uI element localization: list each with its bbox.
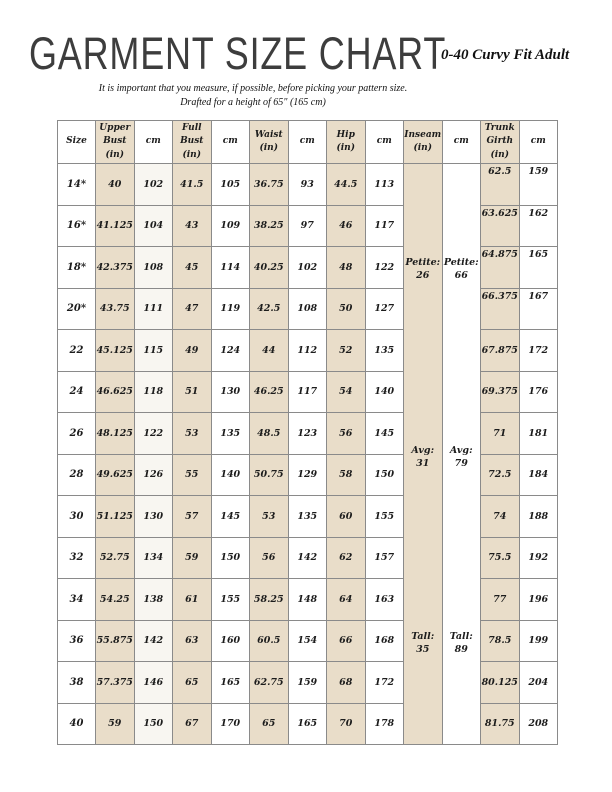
header-waist-cm: cm — [288, 121, 327, 164]
size-cell: 32 — [58, 537, 96, 579]
full-bust-in-cell: 61 — [173, 579, 212, 621]
header-hip-in: Hip (in) — [327, 121, 366, 164]
upper-bust-cm-cell: 111 — [134, 288, 173, 330]
trunk-girth-cm-cell: 188 — [519, 496, 558, 538]
upper-bust-cm-cell: 130 — [134, 496, 173, 538]
waist-cm-cell: 142 — [288, 537, 327, 579]
full-bust-cm-cell: 170 — [211, 703, 250, 745]
hip-in-cell: 58 — [327, 454, 366, 496]
hip-in-cell: 44.5 — [327, 164, 366, 206]
inseam-petite-label: Petite: — [405, 257, 441, 268]
header-upper-bust-in: Upper Bust (in) — [96, 121, 135, 164]
trunk-girth-cm-cell: 167 — [519, 288, 558, 330]
header-row — [58, 121, 558, 164]
waist-in-cell: 50.75 — [250, 454, 289, 496]
upper-bust-cm-cell: 108 — [134, 247, 173, 289]
trunk-girth-in-cell: 80.125 — [481, 662, 520, 704]
waist-in-cell: 53 — [250, 496, 289, 538]
trunk-girth-in-cell: 72.5 — [481, 454, 520, 496]
trunk-girth-in-cell: 64.875 — [481, 247, 520, 289]
table-row — [58, 330, 558, 372]
full-bust-in-cell: 65 — [173, 662, 212, 704]
full-bust-in-cell: 45 — [173, 247, 212, 289]
upper-bust-in-cell: 41.125 — [96, 205, 135, 247]
hip-in-cell: 54 — [327, 371, 366, 413]
trunk-girth-in-cell: 66.375 — [481, 288, 520, 330]
full-bust-in-cell: 43 — [173, 205, 212, 247]
hip-cm-cell: 163 — [365, 579, 404, 621]
trunk-girth-in-cell: 75.5 — [481, 537, 520, 579]
inseam-avg-cm — [443, 444, 481, 470]
full-bust-cm-cell: 130 — [211, 371, 250, 413]
header-inseam-cm: cm — [442, 121, 481, 164]
upper-bust-in-cell: 54.25 — [96, 579, 135, 621]
trunk-girth-in-cell: 77 — [481, 579, 520, 621]
size-cell: 36 — [58, 620, 96, 662]
inseam-avg-cm-value: 79 — [454, 458, 468, 469]
full-bust-cm-cell: 114 — [211, 247, 250, 289]
upper-bust-cm-cell: 104 — [134, 205, 173, 247]
upper-bust-in-cell: 42.375 — [96, 247, 135, 289]
measurement-note: It is important that you measure, if possible, before picking your pattern size. — [98, 83, 408, 94]
waist-cm-cell: 123 — [288, 413, 327, 455]
header-inseam-in: Inseam (in) — [404, 121, 443, 164]
inseam-tall-in — [404, 630, 442, 656]
table-row — [58, 537, 558, 579]
hip-in-cell: 68 — [327, 662, 366, 704]
full-bust-in-cell: 53 — [173, 413, 212, 455]
hip-in-cell: 50 — [327, 288, 366, 330]
edition-label: 0-40 Curvy Fit Adult — [441, 47, 570, 63]
table-row — [58, 164, 558, 206]
waist-in-cell: 56 — [250, 537, 289, 579]
upper-bust-cm-cell: 122 — [134, 413, 173, 455]
waist-cm-cell: 102 — [288, 247, 327, 289]
full-bust-cm-cell: 135 — [211, 413, 250, 455]
trunk-girth-cm-cell: 176 — [519, 371, 558, 413]
trunk-girth-cm-cell: 199 — [519, 620, 558, 662]
notes — [57, 83, 449, 108]
trunk-girth-in-cell: 67.875 — [481, 330, 520, 372]
full-bust-cm-cell: 140 — [211, 454, 250, 496]
waist-in-cell: 48.5 — [250, 413, 289, 455]
table-row — [58, 579, 558, 621]
inseam-cm-column — [442, 164, 481, 745]
hip-cm-cell: 127 — [365, 288, 404, 330]
upper-bust-in-cell: 51.125 — [96, 496, 135, 538]
upper-bust-in-cell: 49.625 — [96, 454, 135, 496]
hip-cm-cell: 122 — [365, 247, 404, 289]
hip-cm-cell: 140 — [365, 371, 404, 413]
table-row — [58, 247, 558, 289]
inseam-petite-cm — [443, 256, 481, 282]
waist-in-cell: 44 — [250, 330, 289, 372]
inseam-petite-cm-value: 66 — [454, 270, 468, 281]
full-bust-cm-cell: 145 — [211, 496, 250, 538]
table-row — [58, 496, 558, 538]
full-bust-in-cell: 57 — [173, 496, 212, 538]
hip-cm-cell: 168 — [365, 620, 404, 662]
trunk-girth-in-cell: 74 — [481, 496, 520, 538]
hip-cm-cell: 157 — [365, 537, 404, 579]
inseam-avg-label: Avg: — [411, 445, 435, 456]
upper-bust-cm-cell: 138 — [134, 579, 173, 621]
header-trunk-girth-in: Trunk Girth (in) — [481, 121, 520, 164]
full-bust-cm-cell: 109 — [211, 205, 250, 247]
inseam-avg-in — [404, 444, 442, 470]
inseam-cm-strip — [443, 164, 481, 743]
full-bust-in-cell: 41.5 — [173, 164, 212, 206]
upper-bust-in-cell: 57.375 — [96, 662, 135, 704]
header-hip-cm: cm — [365, 121, 404, 164]
hip-cm-cell: 113 — [365, 164, 404, 206]
upper-bust-cm-cell: 118 — [134, 371, 173, 413]
page-title: GARMENT SIZE CHART — [29, 28, 447, 79]
size-cell: 18* — [58, 247, 96, 289]
waist-in-cell: 65 — [250, 703, 289, 745]
waist-in-cell: 42.5 — [250, 288, 289, 330]
trunk-girth-cm-cell: 172 — [519, 330, 558, 372]
upper-bust-cm-cell: 115 — [134, 330, 173, 372]
full-bust-in-cell: 47 — [173, 288, 212, 330]
full-bust-in-cell: 51 — [173, 371, 212, 413]
upper-bust-cm-cell: 126 — [134, 454, 173, 496]
full-bust-in-cell: 67 — [173, 703, 212, 745]
hip-in-cell: 62 — [327, 537, 366, 579]
table-row — [58, 413, 558, 455]
upper-bust-cm-cell: 142 — [134, 620, 173, 662]
waist-in-cell: 62.75 — [250, 662, 289, 704]
upper-bust-in-cell: 48.125 — [96, 413, 135, 455]
trunk-girth-cm-cell: 181 — [519, 413, 558, 455]
hip-in-cell: 46 — [327, 205, 366, 247]
upper-bust-cm-cell: 102 — [134, 164, 173, 206]
header-size: Size — [58, 121, 96, 164]
waist-cm-cell: 112 — [288, 330, 327, 372]
trunk-girth-cm-cell: 204 — [519, 662, 558, 704]
inseam-in-column — [404, 164, 443, 745]
hip-cm-cell: 178 — [365, 703, 404, 745]
hip-cm-cell: 172 — [365, 662, 404, 704]
upper-bust-in-cell: 52.75 — [96, 537, 135, 579]
upper-bust-in-cell: 45.125 — [96, 330, 135, 372]
header-trunk-girth-cm: cm — [519, 121, 558, 164]
upper-bust-in-cell: 46.625 — [96, 371, 135, 413]
upper-bust-cm-cell: 146 — [134, 662, 173, 704]
hip-in-cell: 56 — [327, 413, 366, 455]
waist-cm-cell: 148 — [288, 579, 327, 621]
trunk-girth-in-cell: 78.5 — [481, 620, 520, 662]
waist-in-cell: 38.25 — [250, 205, 289, 247]
hip-cm-cell: 145 — [365, 413, 404, 455]
hip-in-cell: 70 — [327, 703, 366, 745]
size-chart — [57, 120, 558, 745]
trunk-girth-in-cell: 63.625 — [481, 205, 520, 247]
inseam-petite-in — [404, 256, 442, 282]
upper-bust-in-cell: 43.75 — [96, 288, 135, 330]
waist-in-cell: 46.25 — [250, 371, 289, 413]
size-cell: 30 — [58, 496, 96, 538]
trunk-girth-cm-cell: 196 — [519, 579, 558, 621]
size-cell: 28 — [58, 454, 96, 496]
trunk-girth-cm-cell: 208 — [519, 703, 558, 745]
full-bust-in-cell: 49 — [173, 330, 212, 372]
waist-in-cell: 60.5 — [250, 620, 289, 662]
upper-bust-in-cell: 59 — [96, 703, 135, 745]
table-row — [58, 620, 558, 662]
full-bust-cm-cell: 124 — [211, 330, 250, 372]
inseam-petite-label: Petite: — [443, 257, 479, 268]
waist-in-cell: 40.25 — [250, 247, 289, 289]
trunk-girth-cm-cell: 159 — [519, 164, 558, 206]
inseam-tall-in-value: 35 — [416, 644, 430, 655]
upper-bust-cm-cell: 150 — [134, 703, 173, 745]
table-row — [58, 288, 558, 330]
full-bust-in-cell: 63 — [173, 620, 212, 662]
header-waist-in: Waist (in) — [250, 121, 289, 164]
waist-in-cell: 36.75 — [250, 164, 289, 206]
size-cell: 22 — [58, 330, 96, 372]
size-cell: 38 — [58, 662, 96, 704]
table-row — [58, 205, 558, 247]
inseam-tall-cm-value: 89 — [454, 644, 468, 655]
size-cell: 20* — [58, 288, 96, 330]
header-upper-bust-cm: cm — [134, 121, 173, 164]
waist-cm-cell: 97 — [288, 205, 327, 247]
full-bust-cm-cell: 105 — [211, 164, 250, 206]
trunk-girth-cm-cell: 192 — [519, 537, 558, 579]
table-row — [58, 454, 558, 496]
trunk-girth-cm-cell: 184 — [519, 454, 558, 496]
inseam-avg-label: Avg: — [449, 445, 473, 456]
full-bust-in-cell: 59 — [173, 537, 212, 579]
waist-cm-cell: 135 — [288, 496, 327, 538]
size-cell: 40 — [58, 703, 96, 745]
waist-cm-cell: 129 — [288, 454, 327, 496]
full-bust-in-cell: 55 — [173, 454, 212, 496]
upper-bust-cm-cell: 134 — [134, 537, 173, 579]
inseam-in-strip — [404, 164, 442, 743]
waist-cm-cell: 108 — [288, 288, 327, 330]
height-note: Drafted for a height of 65" (165 cm) — [180, 97, 326, 108]
size-cell: 14* — [58, 164, 96, 206]
hip-in-cell: 52 — [327, 330, 366, 372]
size-chart-table — [57, 120, 558, 745]
upper-bust-in-cell: 55.875 — [96, 620, 135, 662]
hip-in-cell: 48 — [327, 247, 366, 289]
inseam-tall-label: Tall: — [449, 631, 473, 642]
hip-cm-cell: 135 — [365, 330, 404, 372]
size-cell: 24 — [58, 371, 96, 413]
waist-in-cell: 58.25 — [250, 579, 289, 621]
trunk-girth-in-cell: 81.75 — [481, 703, 520, 745]
upper-bust-in-cell: 40 — [96, 164, 135, 206]
size-cell: 16* — [58, 205, 96, 247]
header-full-bust-cm: cm — [211, 121, 250, 164]
full-bust-cm-cell: 165 — [211, 662, 250, 704]
trunk-girth-in-cell: 62.5 — [481, 164, 520, 206]
size-cell: 26 — [58, 413, 96, 455]
hip-in-cell: 60 — [327, 496, 366, 538]
full-bust-cm-cell: 160 — [211, 620, 250, 662]
trunk-girth-in-cell: 69.375 — [481, 371, 520, 413]
waist-cm-cell: 154 — [288, 620, 327, 662]
waist-cm-cell: 159 — [288, 662, 327, 704]
full-bust-cm-cell: 155 — [211, 579, 250, 621]
table-row — [58, 371, 558, 413]
inseam-avg-in-value: 31 — [416, 458, 430, 469]
inseam-tall-cm — [443, 630, 481, 656]
header-full-bust-in: Full Bust (in) — [173, 121, 212, 164]
size-chart-body — [58, 164, 558, 745]
inseam-tall-label: Tall: — [411, 631, 435, 642]
trunk-girth-cm-cell: 162 — [519, 205, 558, 247]
waist-cm-cell: 165 — [288, 703, 327, 745]
waist-cm-cell: 93 — [288, 164, 327, 206]
full-bust-cm-cell: 119 — [211, 288, 250, 330]
full-bust-cm-cell: 150 — [211, 537, 250, 579]
table-row — [58, 703, 558, 745]
table-row — [58, 662, 558, 704]
hip-cm-cell: 117 — [365, 205, 404, 247]
hip-in-cell: 66 — [327, 620, 366, 662]
trunk-girth-cm-cell: 165 — [519, 247, 558, 289]
size-cell: 34 — [58, 579, 96, 621]
inseam-petite-in-value: 26 — [416, 270, 430, 281]
hip-cm-cell: 150 — [365, 454, 404, 496]
hip-in-cell: 64 — [327, 579, 366, 621]
hip-cm-cell: 155 — [365, 496, 404, 538]
waist-cm-cell: 117 — [288, 371, 327, 413]
trunk-girth-in-cell: 71 — [481, 413, 520, 455]
